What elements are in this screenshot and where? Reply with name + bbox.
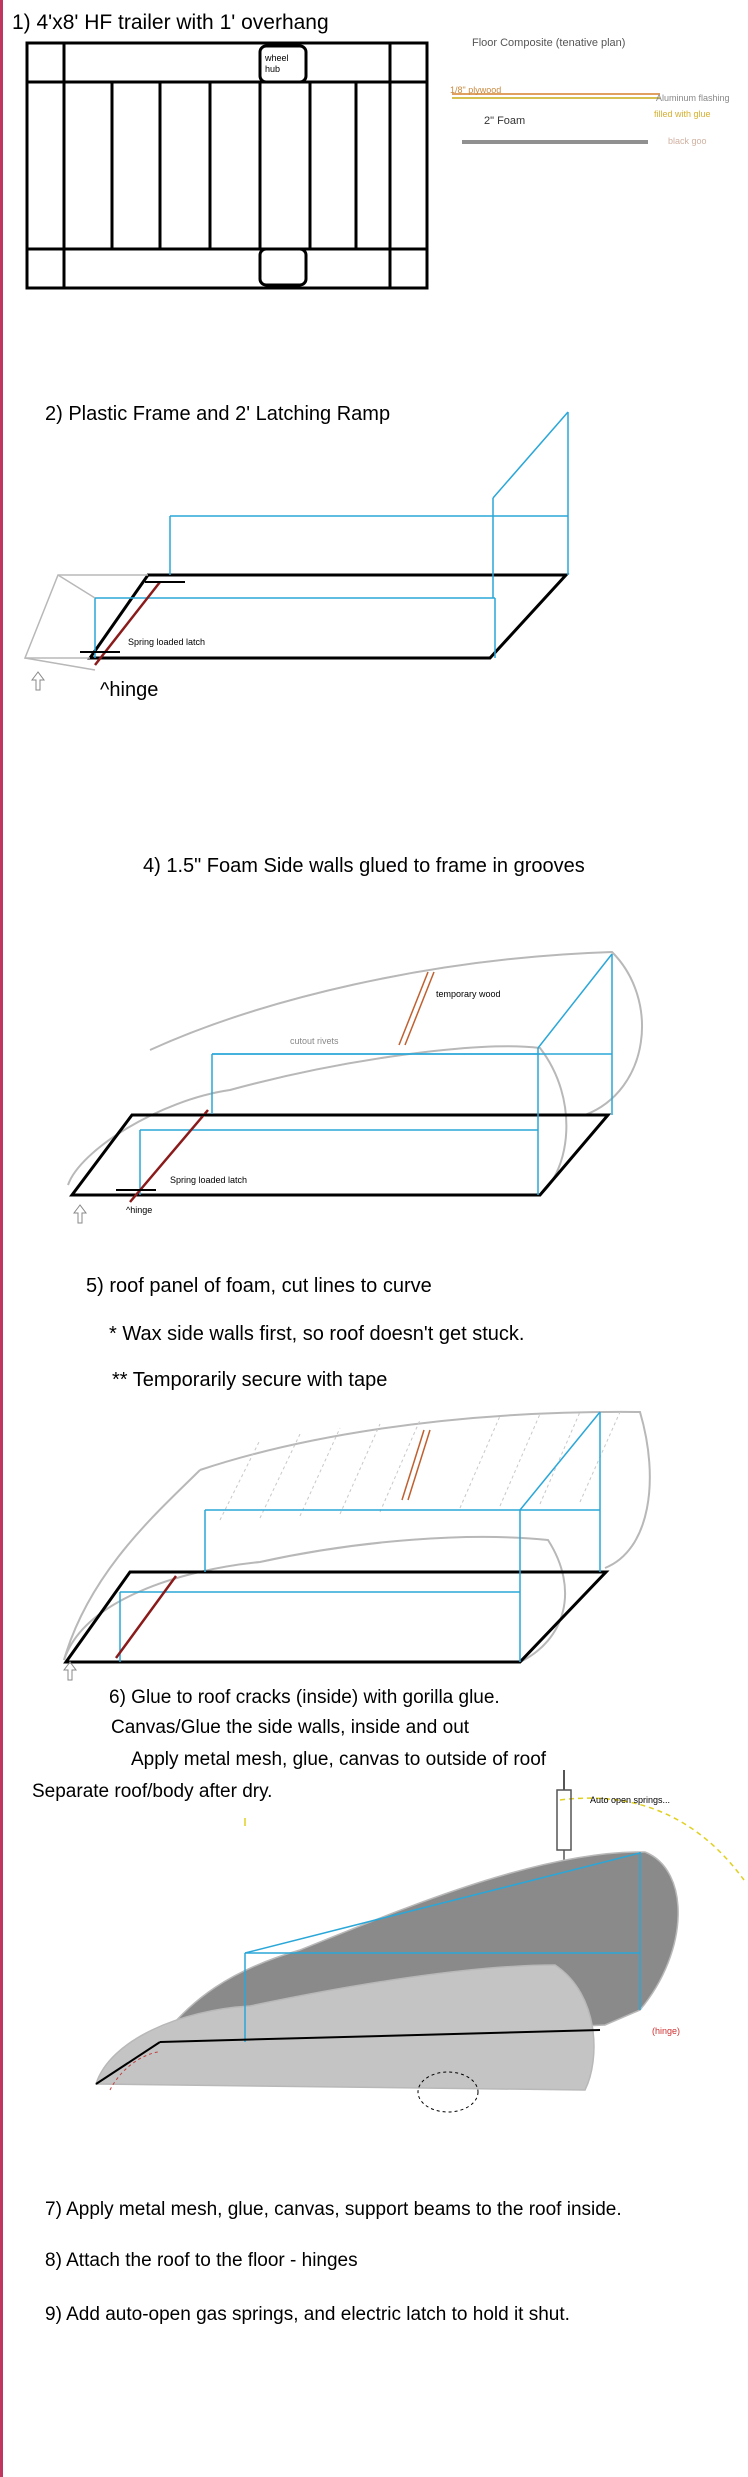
auto-open-springs-label: Auto open springs... <box>590 1795 671 1805</box>
plywood-label: 1/8" plywood <box>450 85 502 95</box>
foam-label: 2" Foam <box>484 115 526 127</box>
trailer-top-view <box>0 0 748 300</box>
step6-line2: Canvas/Glue the side walls, inside and out <box>111 1717 470 1738</box>
step7-text: 7) Apply metal mesh, glue, canvas, support beams to the roof inside. <box>45 2199 622 2220</box>
black-goo-label: black goo <box>668 136 707 146</box>
step4-hinge-label: ^hinge <box>126 1205 153 1215</box>
aluminum-flashing-label: Aluminum flashing <box>656 93 730 103</box>
side-walls-diagram <box>0 940 748 1240</box>
step9-text: 9) Add auto-open gas springs, and electric latch to hold it shut. <box>45 2304 570 2325</box>
step1-title: 1) 4'x8' HF trailer with 1' overhang <box>12 11 329 34</box>
wheel-hub-label-1: wheel <box>265 53 289 63</box>
cutout-rivets-label: cutout rivets <box>290 1036 339 1046</box>
wheel-hub-label-2: hub <box>265 64 281 74</box>
step5-title: 5) roof panel of foam, cut lines to curve <box>86 1275 432 1297</box>
step5-note1: * Wax side walls first, so roof doesn't get stuck. <box>109 1323 525 1345</box>
step2-hinge-label: ^hinge <box>100 679 159 701</box>
filled-glue-label: filled with glue <box>654 109 711 119</box>
step2-latch-label: Spring loaded latch <box>128 637 206 647</box>
step4-latch-label: Spring loaded latch <box>170 1175 248 1185</box>
floor-composite-title: Floor Composite (tenative plan) <box>472 37 626 49</box>
hinge-label: (hinge) <box>652 2026 681 2036</box>
roof-panel-diagram <box>0 1400 748 1680</box>
temporary-wood-label: temporary wood <box>436 989 501 999</box>
step6-line4: Separate roof/body after dry. <box>32 1781 273 1802</box>
step5-note2: ** Temporarily secure with tape <box>112 1369 388 1391</box>
step4-title: 4) 1.5" Foam Side walls glued to frame in grooves <box>143 855 585 877</box>
step2-title: 2) Plastic Frame and 2' Latching Ramp <box>45 403 391 425</box>
step6-line1: 6) Glue to roof cracks (inside) with gorilla glue. <box>109 1687 500 1708</box>
frame-ramp-diagram <box>0 390 748 710</box>
separated-roof-diagram <box>0 1760 748 2090</box>
step6-line3: Apply metal mesh, glue, canvas to outside of roof <box>131 1749 547 1770</box>
step8-text: 8) Attach the roof to the floor - hinges <box>45 2250 358 2271</box>
